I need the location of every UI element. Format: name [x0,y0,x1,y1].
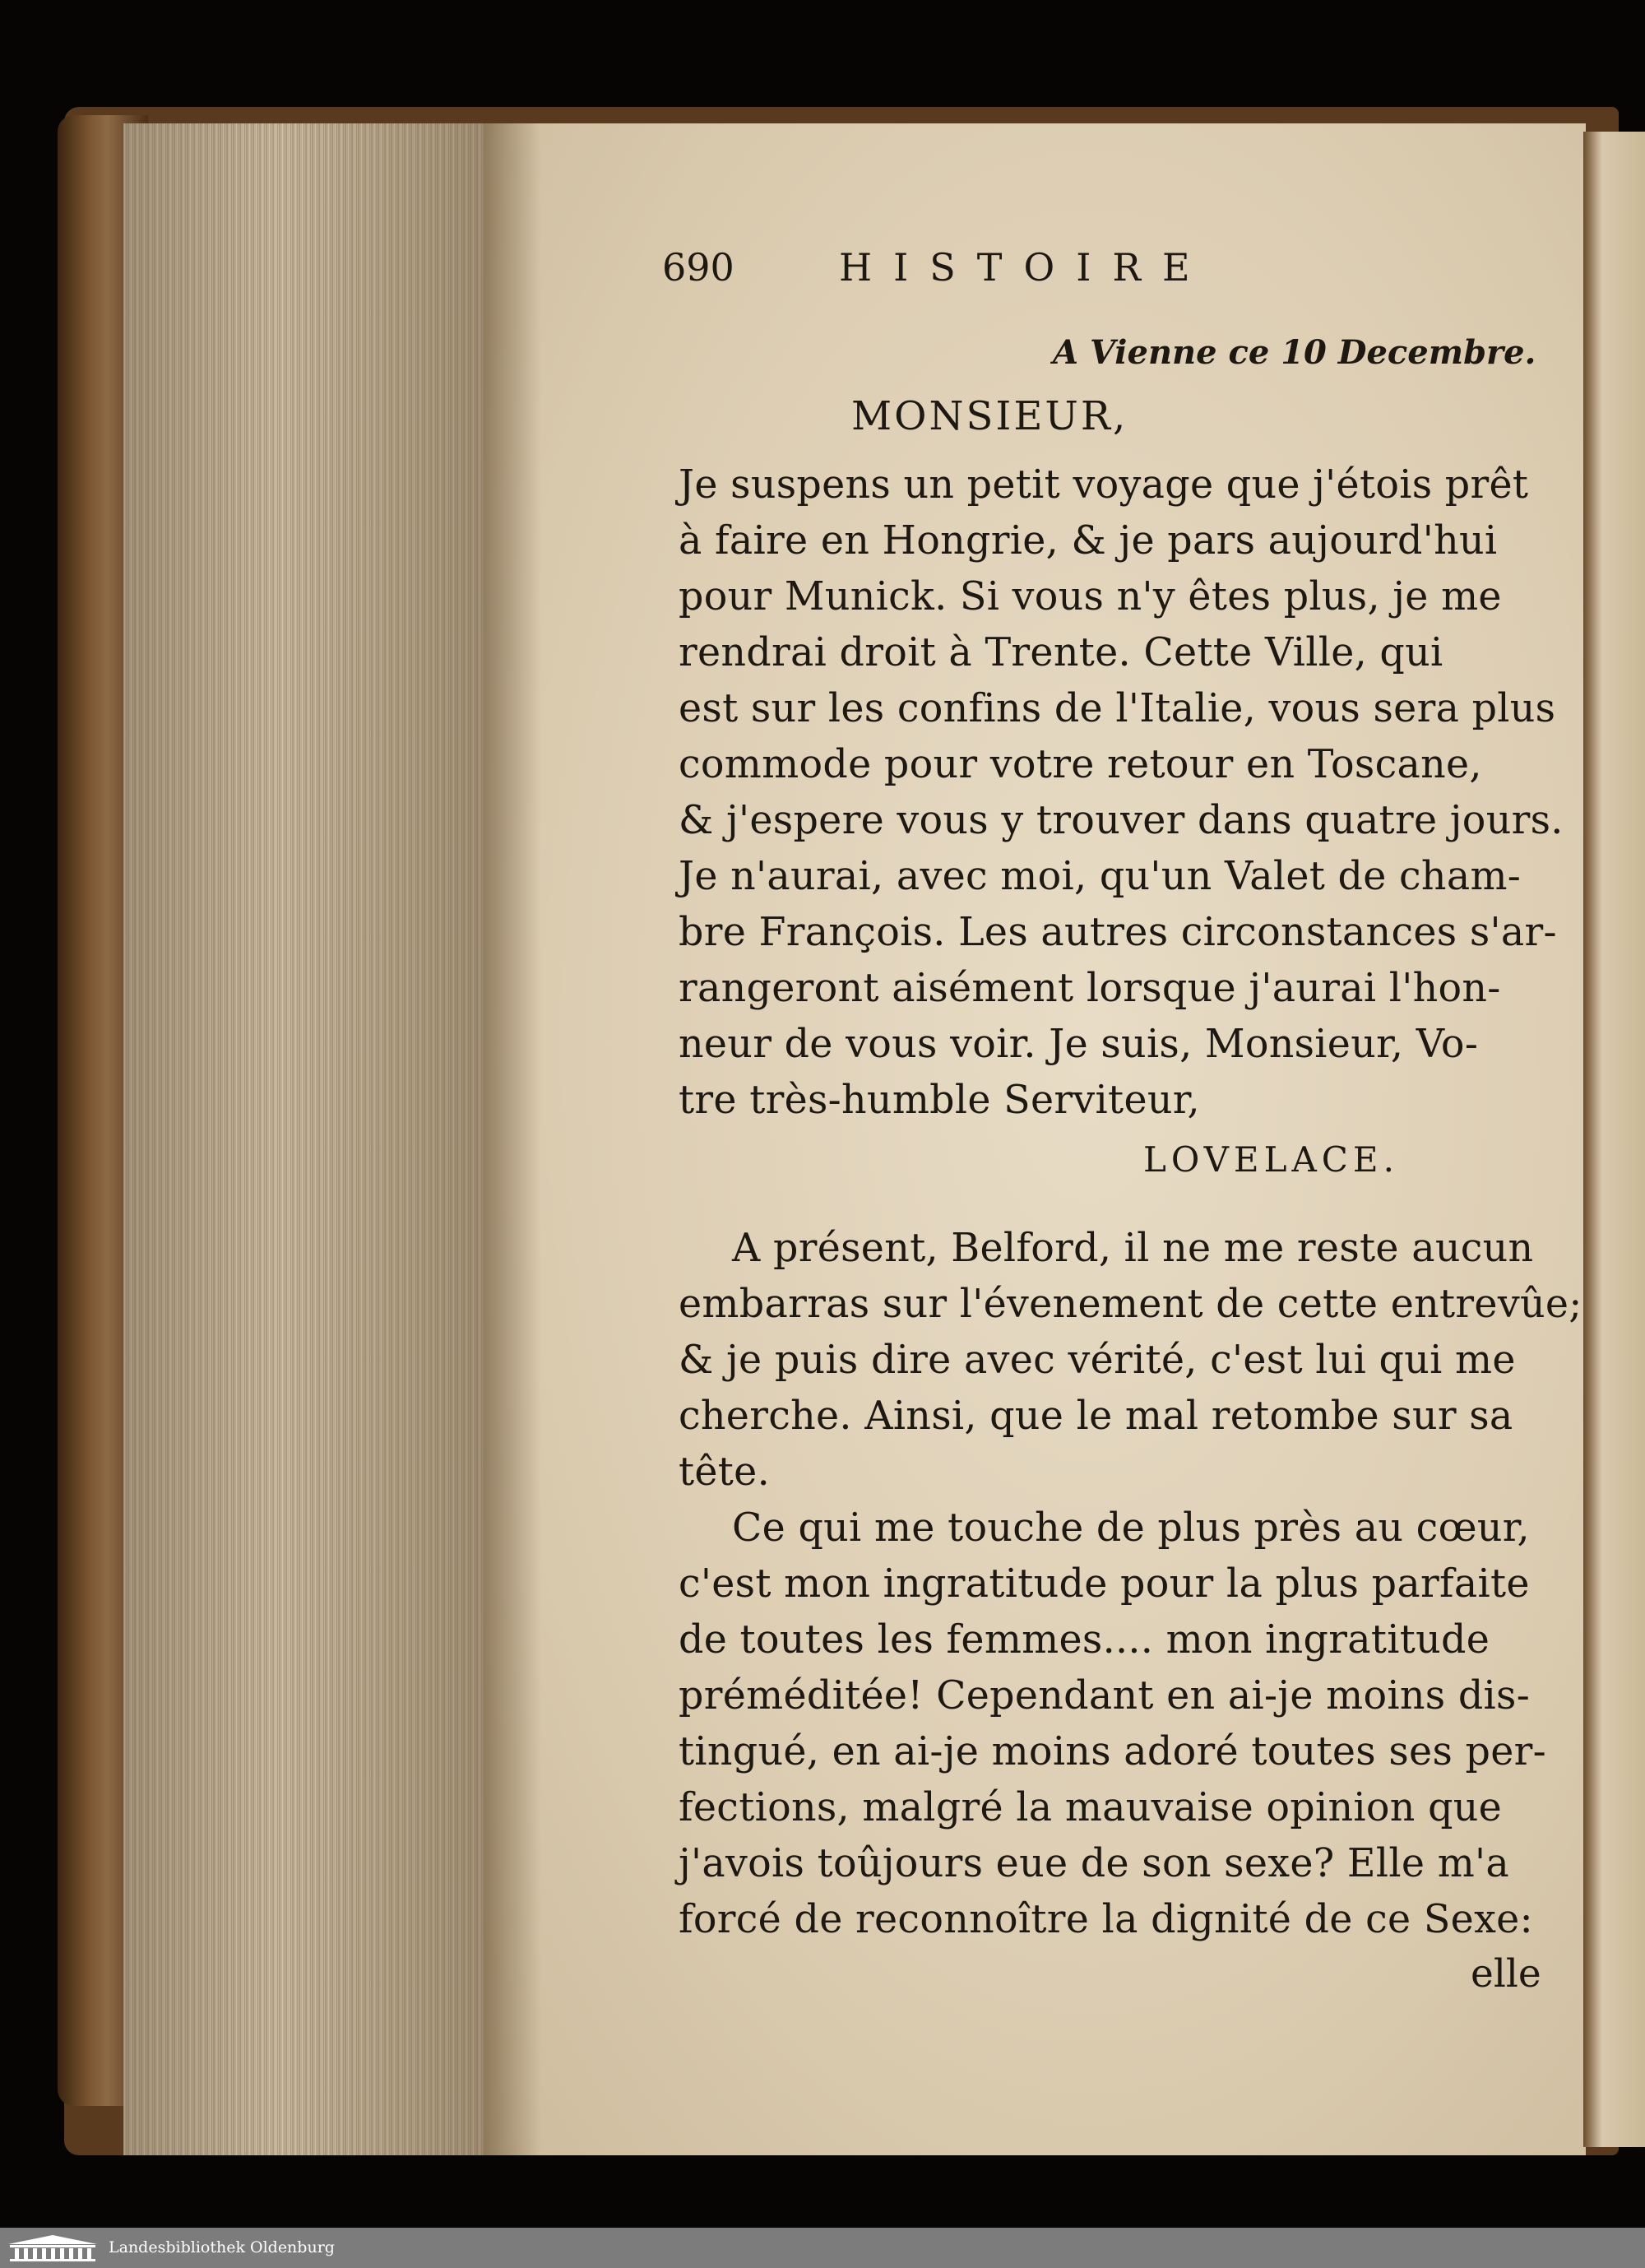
body-line: c'est mon ingratitude pour la plus parfaite [679,1561,1530,1607]
body-line: cherche. Ainsi, que le mal retombe sur sa [679,1394,1513,1439]
letter-line: Je suspens un petit voyage que j'étois prêt [679,462,1529,508]
letter-line: neur de vous voir. Je suis, Monsieur, Vo- [679,1022,1479,1067]
body-line: j'avois toûjours eue de son sexe? Elle m'a [679,1841,1510,1886]
catchword: elle [1471,1951,1541,1997]
letter-signature: LOVELACE. [1143,1139,1399,1180]
letter-line: pour Munick. Si vous n'y êtes plus, je me [679,574,1502,619]
letter-line: est sur les confins de l'Italie, vous sera plus [679,686,1556,731]
letter-line: & j'espere vous y trouver dans quatre jours. [679,798,1564,843]
letter-line: rendrai droit à Trente. Cette Ville, qui [679,630,1443,675]
library-building-icon [7,2233,99,2262]
body-line: forcé de reconnoître la dignité de ce Sexe: [679,1897,1533,1942]
body-line: embarras sur l'évenement de cette entrevûe; [679,1282,1582,1327]
letter-salutation: MONSIEUR, [851,393,1128,439]
body-line: tête. [679,1449,770,1495]
letter-line: bre François. Les autres circonstances s'ar- [679,910,1557,955]
letter-line: rangeront aisément lorsque j'aurai l'hon- [679,966,1501,1011]
body-line: tingué, en ai-je moins adoré toutes ses per- [679,1729,1546,1774]
body-line: fections, malgré la mauvaise opinion que [679,1785,1503,1830]
body-line: Ce qui me touche de plus près au cœur, [732,1505,1530,1551]
body-line: A présent, Belford, il ne me reste aucun [732,1226,1534,1271]
letter-line: Je n'aurai, avec moi, qu'un Valet de cham- [679,854,1522,899]
page-stack-shade [123,123,510,2155]
letter-line: à faire en Hongrie, & je pars aujourd'hui [679,518,1498,564]
footer-library-name: Landesbibliothek Oldenburg [109,2238,335,2256]
letter-line: tre très-humble Serviteur, [679,1078,1200,1123]
body-line: de toutes les femmes.... mon ingratitude [679,1617,1490,1663]
page-number: 690 [662,245,734,290]
facing-page-edge [1583,132,1645,2147]
running-head: HISTOIRE [839,245,1212,290]
letter-line: commode pour votre retour en Toscane, [679,742,1482,787]
page-gutter [484,123,541,2155]
body-line: préméditée! Cependant en ai-je moins dis- [679,1673,1531,1718]
letter-dateline: A Vienne ce 10 Decembre. [1053,333,1536,372]
body-line: & je puis dire avec vérité, c'est lui qui me [679,1338,1516,1383]
footer-bar [0,2228,1645,2268]
